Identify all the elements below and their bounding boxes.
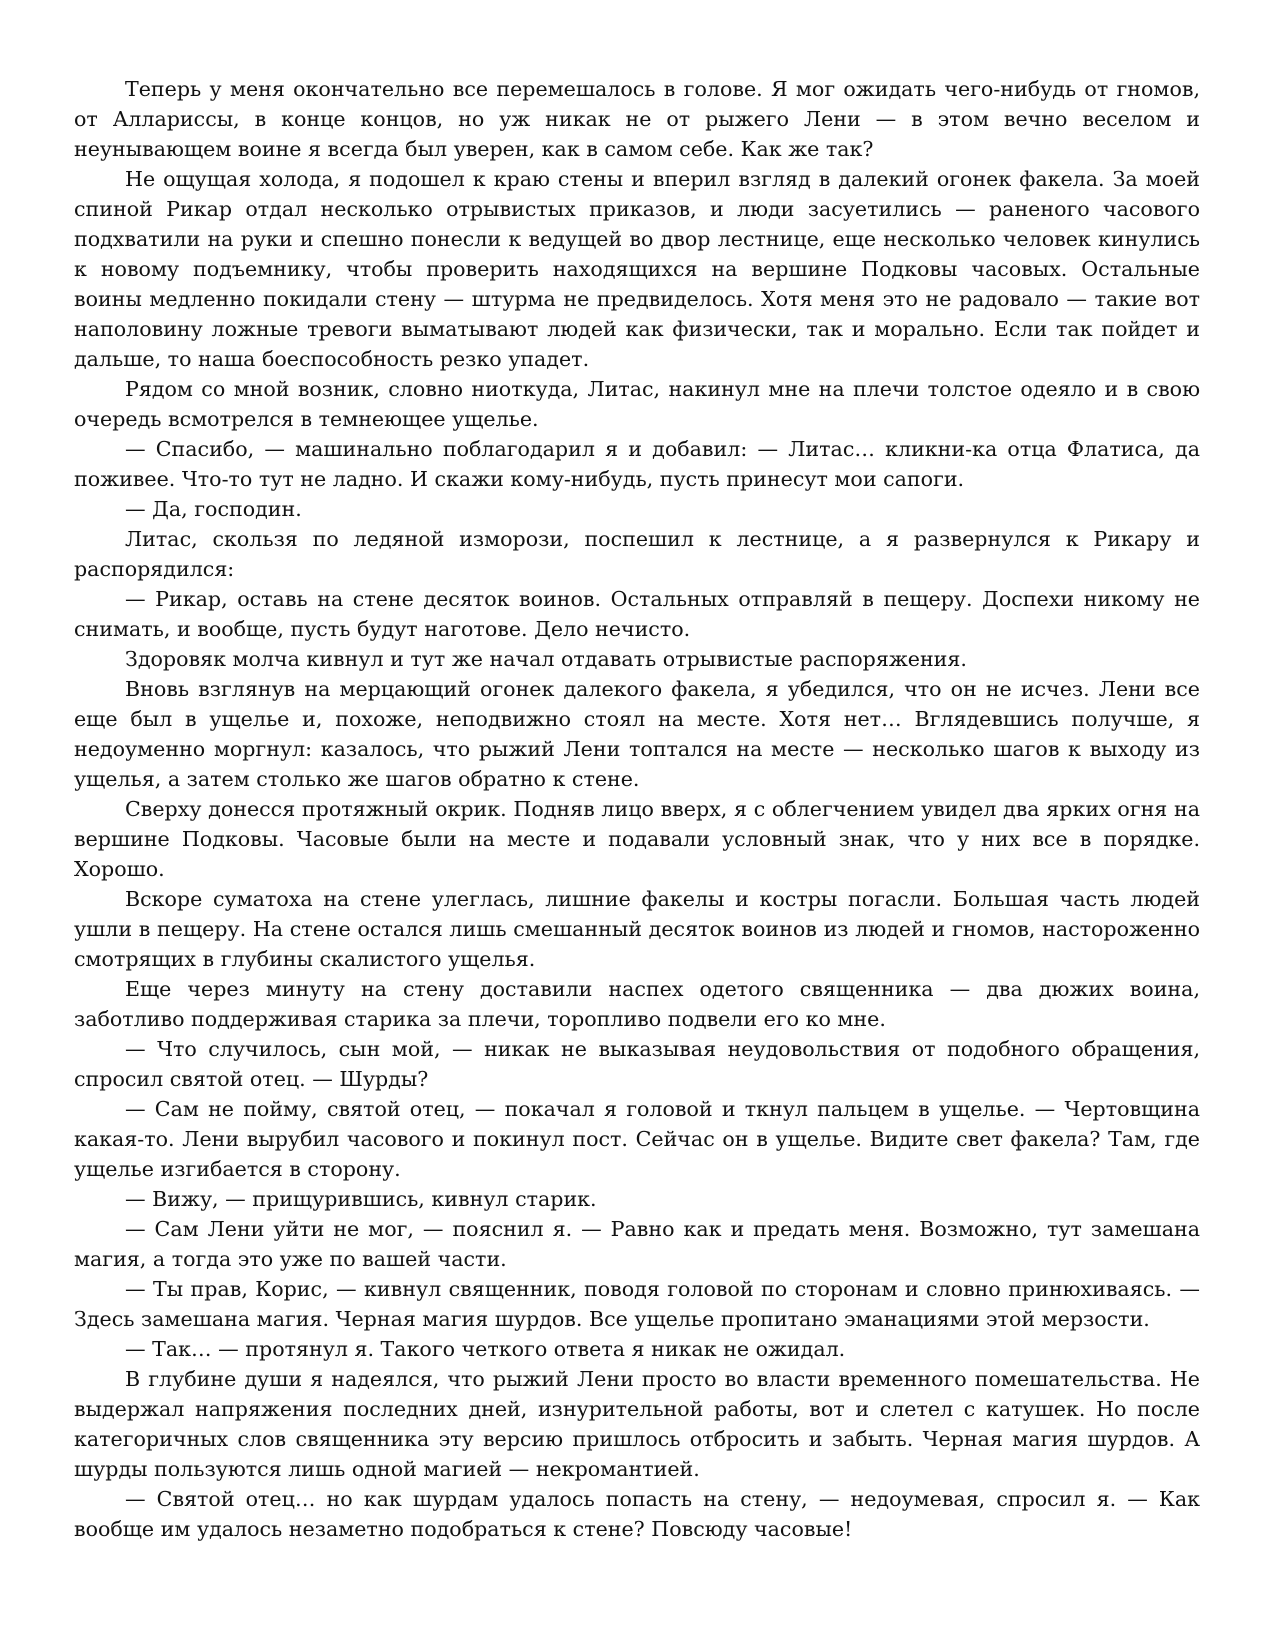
paragraph: — Да, господин. xyxy=(125,497,302,521)
paragraph: Вновь взглянув на мерцающий огонек далекого факела, я убедился, что он не исчез. Лени все еще был в ущелье и, похоже, неподвижно стоял на месте. Хотя нет… Вглядевшись получше, я недоуменно моргнул: казалось, что рыжий Лени топтался на месте — несколько шагов к выходу из ущелья, а затем столько же шагов обратно к стене. xyxy=(74,677,1200,791)
paragraph: — Вижу, — прищурившись, кивнул старик. xyxy=(125,1187,597,1211)
paragraph: Не ощущая холода, я подошел к краю стены и вперил взгляд в далекий огонек факела. За моей спиной Рикар отдал несколько отрывистых приказов, и люди засуетились — раненого часового подхватили на руки и спешно понесли к ведущей во двор лестнице, еще несколько человек кинулись к новому подъемнику, чтобы проверить находящихся на вершине Подковы часовых. Остальные воины медленно покидали стену — штурма не предвиделось. Хотя меня это не радовало — такие вот наполовину ложные тревоги выматывают людей как физически, так и морально. Если так пойдет и дальше, то наша боеспособность резко упадет. xyxy=(74,167,1200,371)
paragraph: — Так… — протянул я. Такого четкого ответа я никак не ожидал. xyxy=(125,1337,846,1361)
paragraph: Вскоре суматоха на стене улеглась, лишние факелы и костры погасли. Большая часть людей ушли в пещеру. На стене остался лишь смешанный десяток воинов из людей и гномов, настороженно смотрящих в глубины скалистого ущелья. xyxy=(74,887,1200,971)
paragraph: В глубине души я надеялся, что рыжий Лени просто во власти временного помешательства. Не выдержал напряжения последних дней, изнурительной работы, вот и слетел с катушек. Но после категоричных слов священника эту версию пришлось отбросить и забыть. Черная магия шурдов. А шурды пользуются лишь одной магией — некромантией. xyxy=(74,1367,1200,1481)
paragraph: — Что случилось, сын мой, — никак не выказывая неудовольствия от подобного обращения, спросил святой отец. — Шурды? xyxy=(74,1037,1200,1091)
paragraph: — Сам не пойму, святой отец, — покачал я головой и ткнул пальцем в ущелье. — Чертовщина какая-то. Лени вырубил часового и покинул пост. Сейчас он в ущелье. Видите свет факела? Там, где ущелье изгибается в сторону. xyxy=(74,1097,1200,1181)
paragraph: Еще через минуту на стену доставили наспех одетого священника — два дюжих воина, заботливо поддерживая старика за плечи, торопливо подвели его ко мне. xyxy=(74,977,1200,1031)
paragraph: — Ты прав, Корис, — кивнул священник, поводя головой по сторонам и словно принюхиваясь. — Здесь замешана магия. Черная магия шурдов. Все ущелье пропитано эманациями этой мерзости. xyxy=(74,1277,1200,1331)
paragraph: — Рикар, оставь на стене десяток воинов. Остальных отправляй в пещеру. Доспехи никому не снимать, и вообще, пусть будут наготове. Дело нечисто. xyxy=(74,587,1200,641)
paragraph: — Сам Лени уйти не мог, — пояснил я. — Равно как и предать меня. Возможно, тут замешана магия, а тогда это уже по вашей части. xyxy=(74,1217,1200,1271)
paragraph: Рядом со мной возник, словно ниоткуда, Литас, накинул мне на плечи толстое одеяло и в свою очередь всмотрелся в темнеющее ущелье. xyxy=(74,377,1200,431)
paragraph: — Святой отец… но как шурдам удалось попасть на стену, — недоумевая, спросил я. — Как вообще им удалось незаметно подобраться к стене? Повсюду часовые! xyxy=(74,1487,1200,1541)
document-page xyxy=(74,74,1200,1544)
paragraph: Здоровяк молча кивнул и тут же начал отдавать отрывистые распоряжения. xyxy=(125,647,967,671)
paragraph: Теперь у меня окончательно все перемешалось в голове. Я мог ожидать чего-нибудь от гномов, от Аллариссы, в конце концов, но уж никак не от рыжего Лени — в этом вечно веселом и неунывающем воине я всегда был уверен, как в самом себе. Как же так? xyxy=(74,77,1200,161)
paragraph: — Спасибо, — машинально поблагодарил я и добавил: — Литас… кликни-ка отца Флатиса, да поживее. Что-то тут не ладно. И скажи кому-нибудь, пусть принесут мои сапоги. xyxy=(74,437,1200,491)
paragraph: Литас, скользя по ледяной изморози, поспешил к лестнице, а я развернулся к Рикару и распорядился: xyxy=(74,527,1200,581)
paragraph: Сверху донесся протяжный окрик. Подняв лицо вверх, я с облегчением увидел два ярких огня на вершине Подковы. Часовые были на месте и подавали условный знак, что у них все в порядке. Хорошо. xyxy=(74,797,1200,881)
